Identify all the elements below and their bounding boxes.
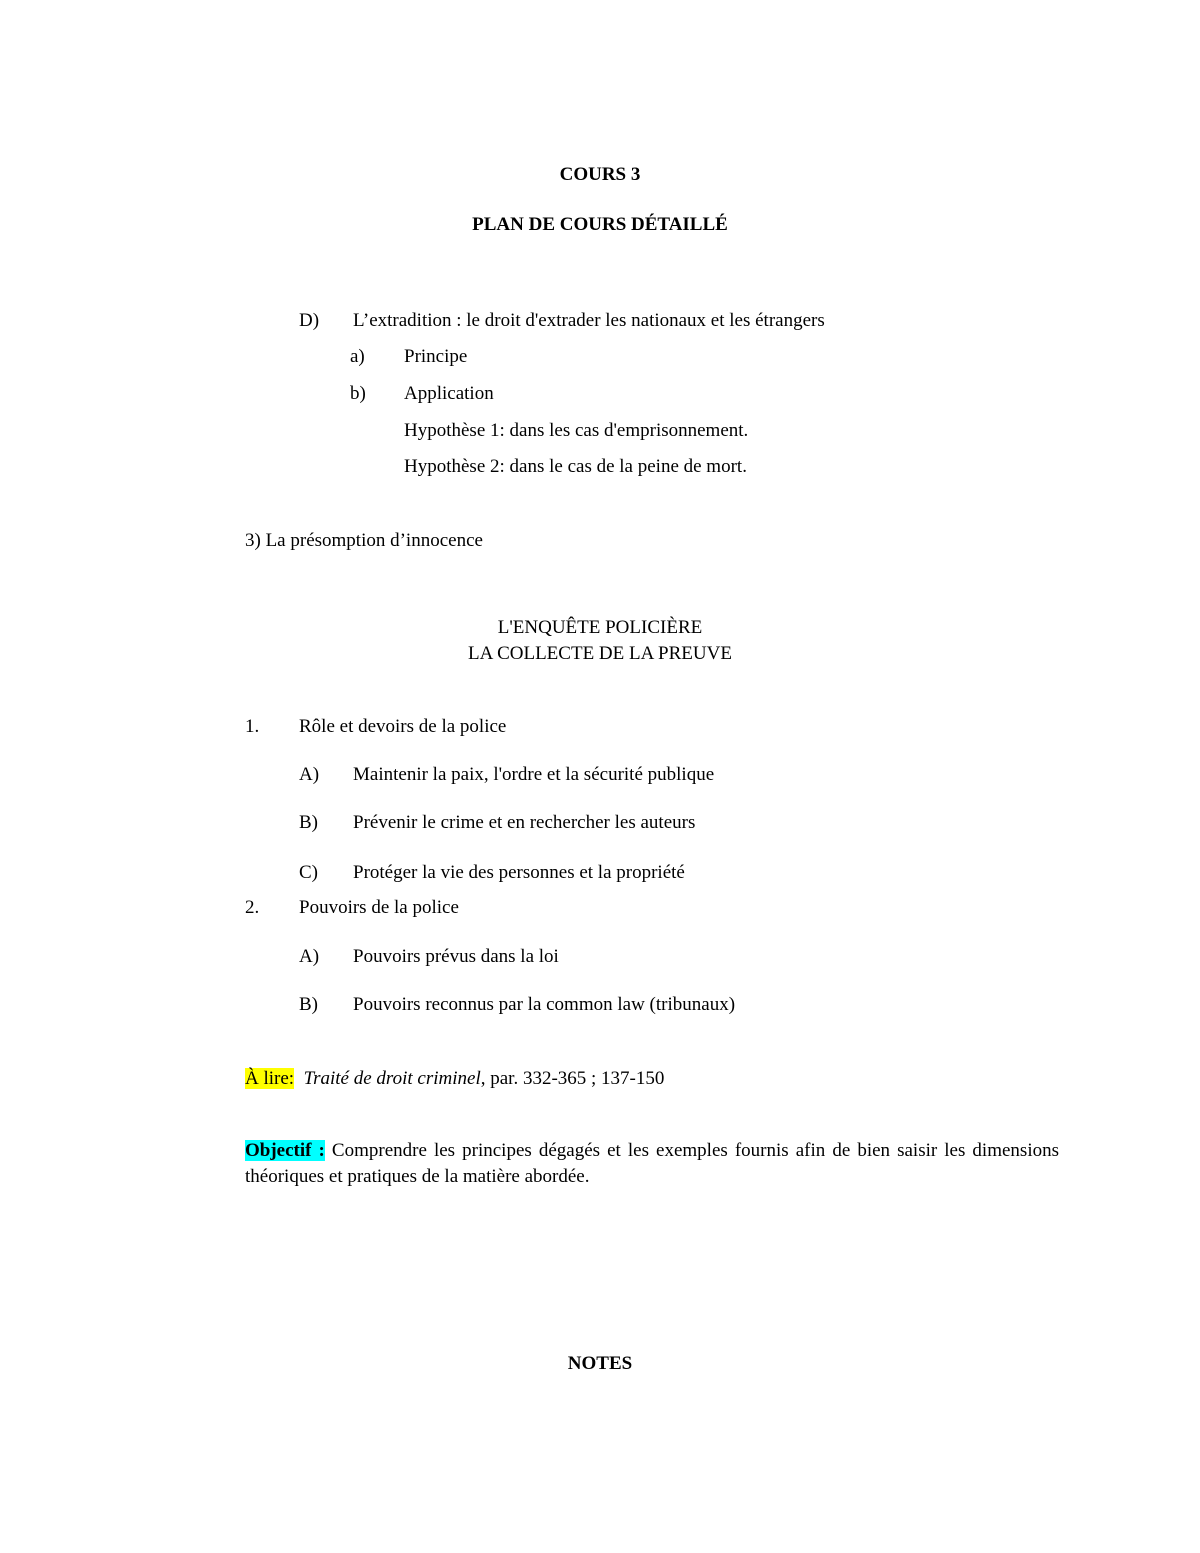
item-b-label: b) xyxy=(350,383,366,404)
objective-paragraph xyxy=(245,1138,1059,1190)
course-title: COURS 3 xyxy=(559,164,641,185)
hypothesis-1: Hypothèse 1: dans les cas d'emprisonnement. xyxy=(404,420,749,441)
list-2-title: Pouvoirs de la police xyxy=(299,897,459,918)
list-2-item-a-label: A) xyxy=(299,946,320,967)
list-1-item-a-text: Maintenir la paix, l'ordre et la sécurité publique xyxy=(353,764,715,785)
list-1-item-a-label: A) xyxy=(299,764,320,785)
item-a-text: Principe xyxy=(404,346,468,367)
list-1-item-c-label: C) xyxy=(299,862,318,883)
hypothesis-2: Hypothèse 2: dans le cas de la peine de mort. xyxy=(404,456,747,477)
list-2-number: 2. xyxy=(245,897,260,918)
list-1-item-b-label: B) xyxy=(299,812,318,833)
section-d-text: L’extradition : le droit d'extrader les nationaux et les étrangers xyxy=(353,310,825,331)
objective-text: Comprendre les principes dégagés et les exemples fournis afin de bien saisir les dimensions théoriques et pratiques de la matière abordée. xyxy=(245,1140,1059,1187)
objective-label: Objectif : xyxy=(245,1140,325,1161)
list-1-item-b-text: Prévenir le crime et en rechercher les auteurs xyxy=(353,812,696,833)
reading-pages: , par. 332-365 ; 137-150 xyxy=(480,1068,665,1089)
section-d-label: D) xyxy=(299,310,320,331)
reading-label: À lire: xyxy=(245,1068,295,1089)
list-1-number: 1. xyxy=(245,716,260,737)
reading-line xyxy=(245,1067,664,1091)
item-a-label: a) xyxy=(350,346,365,367)
list-2-item-b-label: B) xyxy=(299,994,318,1015)
list-1-title: Rôle et devoirs de la police xyxy=(299,716,507,737)
section-3-text: 3) La présomption d’innocence xyxy=(245,530,483,551)
list-1-item-c-text: Protéger la vie des personnes et la propriété xyxy=(353,862,685,883)
list-2-item-a-text: Pouvoirs prévus dans la loi xyxy=(353,946,559,967)
item-b-text: Application xyxy=(404,383,494,404)
topic-line-1: L'ENQUÊTE POLICIÈRE xyxy=(497,617,703,638)
notes-title: NOTES xyxy=(567,1353,633,1374)
list-2-item-b-text: Pouvoirs reconnus par la common law (tribunaux) xyxy=(353,994,736,1015)
reading-title: Traité de droit criminel xyxy=(303,1068,481,1089)
course-subtitle: PLAN DE COURS DÉTAILLÉ xyxy=(472,214,728,235)
topic-line-2: LA COLLECTE DE LA PREUVE xyxy=(468,643,732,664)
